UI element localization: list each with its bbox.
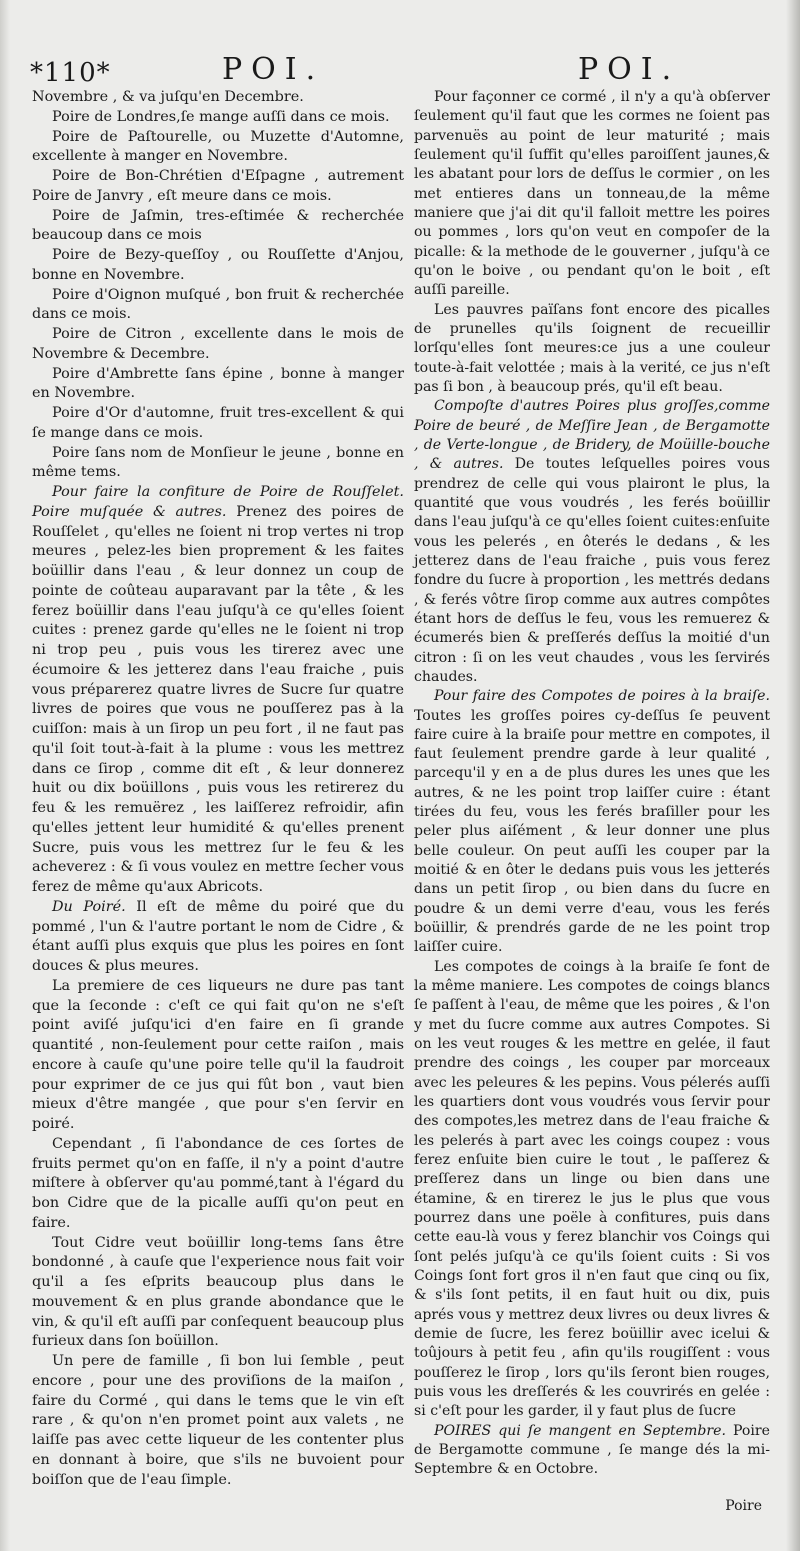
paragraph bbox=[32, 246, 404, 286]
paragraph bbox=[414, 1422, 770, 1480]
paragraph-text: Poire de Bon-Chrétien d'Eſpagne , autrement Poire de Janvry , eſt meure dans ce mois. bbox=[32, 168, 404, 204]
paragraph-text: Poire de Bezy-queſſoy , ou Rouſſette d'Anjou, bonne en Novembre. bbox=[32, 247, 404, 283]
paragraph bbox=[32, 898, 404, 977]
paragraph bbox=[32, 108, 404, 128]
running-head-left: POI. bbox=[222, 52, 325, 87]
paragraph-heading: Du Poiré. bbox=[52, 898, 126, 915]
paragraph bbox=[32, 1135, 404, 1234]
paragraph-text: Poire de Jaſmin, tres-eſtimée & recherchée beaucoup dans ce mois bbox=[32, 207, 404, 244]
paragraph bbox=[32, 1352, 404, 1490]
paragraph-text: Poire de Citron , excellente dans le mois de Novembre & Decembre. bbox=[32, 326, 404, 362]
paragraph-text: Prenez des poires de Rouſſelet , qu'elles ne ſoient ni trop vertes ni trop meures , pelez-les bien proprement & les faites boüillir dans l'eau , & leur donnez un coup de pointe de coûteau auparavant par la tête , & les ferez boüillir dans l'eau juſqu'à ce qu'elles ſoient cuites : prenez garde qu'elles ne le ſoient ni trop ni trop peu , puis vous les tirerez avec une écumoire & les jetterez dans l'eau fraiche , puis vous préparerez quatre livres de Sucre ſur quatre livres de poires que vous ne pouſſerez pas à la cuiſſon: mais à un ſirop un peu fort , il ne faut pas qu'il ſoit tout-à-fait à la plume : vous les mettrez dans ce ſirop , comme dit eſt , & leur donnerez huit ou dix boüillons , puis vous les retirerez du feu & les remuërez , les laiſſerez refroidir, afin qu'elles jettent leur humidité & qu'elles prenent Sucre, puis vous les mettrez ſur le feu & les acheverez : & ſi vous voulez en mettre ſecher vous ferez de même qu'aux Abricots. bbox=[32, 503, 404, 895]
paragraph bbox=[32, 977, 404, 1135]
paragraph bbox=[32, 88, 404, 108]
paragraph bbox=[414, 88, 770, 301]
running-head-right: POI. bbox=[578, 52, 681, 87]
page-header bbox=[0, 52, 800, 92]
paragraph-text: Poire d'Or d'automne, fruit tres-excellent & qui ſe mange dans ce mois. bbox=[32, 405, 404, 441]
paragraph-heading: POIRES qui ſe mangent en Septembre. bbox=[434, 1422, 726, 1439]
page-number: *110* bbox=[30, 58, 111, 88]
paragraph-text: Poire de Londres,ſe mange auſſi dans ce mois. bbox=[52, 108, 390, 125]
paragraph-text: Toutes les groſſes poires cy-deſſus ſe peuvent faire cuire à la braiſe pour mettre en compotes, il faut ſeulement prendre garde à leur qualité , parcequ'il y en a de plus dures les unes que les autres, & ne les point trop laiſſer cuire : étant tirées du feu, vous les ferés braſiller pour les peler plus aiſément , & leur donner une plus belle couleur. On peut auſſi les couper par la moitié & en ôter le dedans puis vous les jetterés dans un petit ſirop , ou bien dans du ſucre en poudre & un demi verre d'eau, vous les ferés boüillir, & prendrés garde de ne les point trop laiſſer cuire. bbox=[414, 707, 770, 956]
paragraph bbox=[32, 325, 404, 365]
paragraph bbox=[32, 207, 404, 247]
paragraph-text: Poire d'Oignon muſqué , bon fruit & recherchée dans ce mois. bbox=[32, 286, 404, 323]
paragraph-text: Poire de Paſtourelle, ou Muzette d'Automne, excellente à manger en Novembre. bbox=[32, 128, 404, 165]
paragraph-text: Tout Cidre veut boüillir long-tems ſans être bondonné , à cauſe que l'experience nous fait voir qu'il a ſes eſprits beaucoup plus dans le mouvement & en plus grande abondance que le vin, & qu'il eſt auſſi par conſequent beaucoup plus furieux dans ſon boüillon. bbox=[32, 1234, 404, 1350]
paragraph-text: Poire ſans nom de Monſieur le jeune , bonne en même tems. bbox=[32, 444, 404, 481]
paragraph bbox=[32, 404, 404, 444]
paragraph-text: Pour façonner ce cormé , il n'y a qu'à obſerver ſeulement qu'il faut que les cormes ne ſoient pas parvenuës au point de leur maturité ; mais ſeulement qu'il ſuffit qu'elles paroiſſent jaunes,& les abatant pour lors de deſſus le cormier , on les met entieres dans un tonneau,de la même maniere que j'ai dit qu'il falloit mettre les poires ou pommes , lors qu'on veut en compoſer de la picalle: & la methode de le gouverner , juſqu'à ce qu'on le boive , ou pendant qu'on le boit , eſt auſſi pareille. bbox=[414, 89, 770, 299]
paragraph bbox=[32, 1234, 404, 1353]
paragraph-heading: Pour faire des Compotes de poires à la braiſe. bbox=[434, 688, 770, 705]
paragraph bbox=[414, 301, 770, 398]
paragraph bbox=[414, 687, 770, 958]
paragraph-text: Cependant , ſi l'abondance de ces ſortes de fruits permet qu'on en faſſe, il n'y a point d'autre miſtere à obſerver qu'au pommé,tant à l'égard du bon Cidre que de la picalle auſſi qu'on peut en faire. bbox=[32, 1135, 404, 1231]
paragraph bbox=[32, 483, 404, 898]
left-column bbox=[32, 88, 404, 1490]
paragraph-text: Poire de Bergamotte commune , ſe mange dés la mi-Septembre & en Octobre. bbox=[414, 1422, 770, 1478]
paragraph-text: Les pauvres païſans font encore des picalles de prunelles qu'ils ſoignent de recueillir lorſqu'elles ſont meures:ce jus a une couleur toute-à-fait velottée ; mais à la verité, ce jus n'eſt pas ſi bon , à beaucoup prés, qu'il eſt beau. bbox=[414, 301, 770, 395]
paragraph-text: Novembre , & va juſqu'en Decembre. bbox=[32, 89, 304, 105]
paragraph bbox=[32, 365, 404, 405]
page-edge-shadow-left bbox=[0, 0, 10, 1551]
paragraph bbox=[32, 444, 404, 484]
paragraph bbox=[32, 167, 404, 207]
paragraph-heading: Pour faire la confiture de Poire de Rouſſelet. Poire muſquée & autres. bbox=[32, 484, 404, 520]
paragraph bbox=[414, 958, 770, 1422]
catchword: Poire bbox=[725, 1498, 762, 1514]
paragraph bbox=[414, 397, 770, 687]
paragraph-text: Un pere de famille , ſi bon lui ſemble , peut encore , pour une des proviſions de la maiſon , faire du Cormé , qui dans le tems que le vin eſt rare , & qu'on n'en promet point aux valets , ne laiſſe pas avec cette liqueur de les contenter plus en donnant à boire, que s'ils ne buvoient pour boiſſon que de l'eau ſimple. bbox=[32, 1353, 404, 1488]
paragraph-text: De toutes leſquelles poires vous prendrez de celle qui vous plairont le plus, la quantité que vous voudrés , les ferés boüillir dans l'eau juſqu'à ce qu'elles ſoient cuites:enſuite vous les pelerés , en ôterés le dedans , & les jetterez dans de l'eau fraiche , puis vous ferez fondre du ſucre à proportion , les mettrés dedans , & ferés vôtre ſirop comme aux autres compôtes étant hors de deſſus le feu, vous les remuerez & écumerés bien & preſſerés deſſus la moitié d'un citron : ſi on les veut chaudes , vous les ſervirés chaudes. bbox=[414, 456, 770, 685]
paragraph bbox=[32, 286, 404, 326]
paragraph-text: Poire d'Ambrette ſans épine , bonne à manger en Novembre. bbox=[32, 365, 404, 402]
paragraph-text: La premiere de ces liqueurs ne dure pas tant que la ſeconde : c'eſt ce qui fait qu'on ne s'eſt point aviſé juſqu'ici d'en faire en ſi grande quantité , non-ſeulement pour cette raiſon , mais encore à cauſe qu'une poire telle qu'il la faudroit pour exprimer de ce jus qui fût bon , vaut bien mieux d'être mangée , que pour s'en ſervir en poiré. bbox=[32, 977, 404, 1132]
right-column bbox=[414, 88, 770, 1480]
paragraph-text: Il eſt de même du poiré que du pommé , l'un & l'autre portant le nom de Cidre , & étant auſſi plus exquis que plus les poires en ſont douces & plus meures. bbox=[32, 898, 404, 974]
paragraph bbox=[32, 128, 404, 168]
paragraph-text: Les compotes de coings à la braiſe ſe font de la même maniere. Les compotes de coings blancs ſe paſſent à l'eau, de même que les poires , & l'on y met du ſucre comme aux autres Compotes. Si on les veut rouges & les mettre en gelée, il faut prendre des coings , les couper par morceaux avec les peleures & les pepins. Vous pélerés auſſi les quartiers dont vous voudrés vous ſervir pour des compotes,les metrez dans de l'eau fraiche & les pelerés à part avec les coings coupez : vous ferez enſuite bien cuire le tout , le paſſerez & preſſerez dans un linge ou bien dans une étamine, & en tirerez le jus le plus que vous pourrez dans une poële à confitures, puis dans cette eau-là vous y ferez blanchir vos Coings qui ſont pelés juſqu'à ce qu'ils ſoient cuits : Si vos Coings ſont fort gros il n'en faut que cinq ou ſix, & s'ils ſont petits, il en faut huit ou dix, puis aprés vous y mettrez deux livres ou deux livres & demie de ſucre, les ferez boüillir avec icelui & toûjours à petit feu , afin qu'ils rougiſſent : vous pouſſerez le ſirop , lors qu'ils ſeront bien rouges, puis vous les dreſſerés & les couvrirés en gelée : si c'eſt pour les garder, il y faut plus de ſucre bbox=[414, 958, 770, 1420]
paragraph-heading: Compoſte d'autres Poires plus groſſes,comme Poire de beuré , de Meſſire Jean , de Bergamotte , de Verte-longue , de Bridery, de Moüille-bouche , & autres. bbox=[414, 398, 770, 473]
page-edge-shadow-right bbox=[786, 0, 800, 1551]
